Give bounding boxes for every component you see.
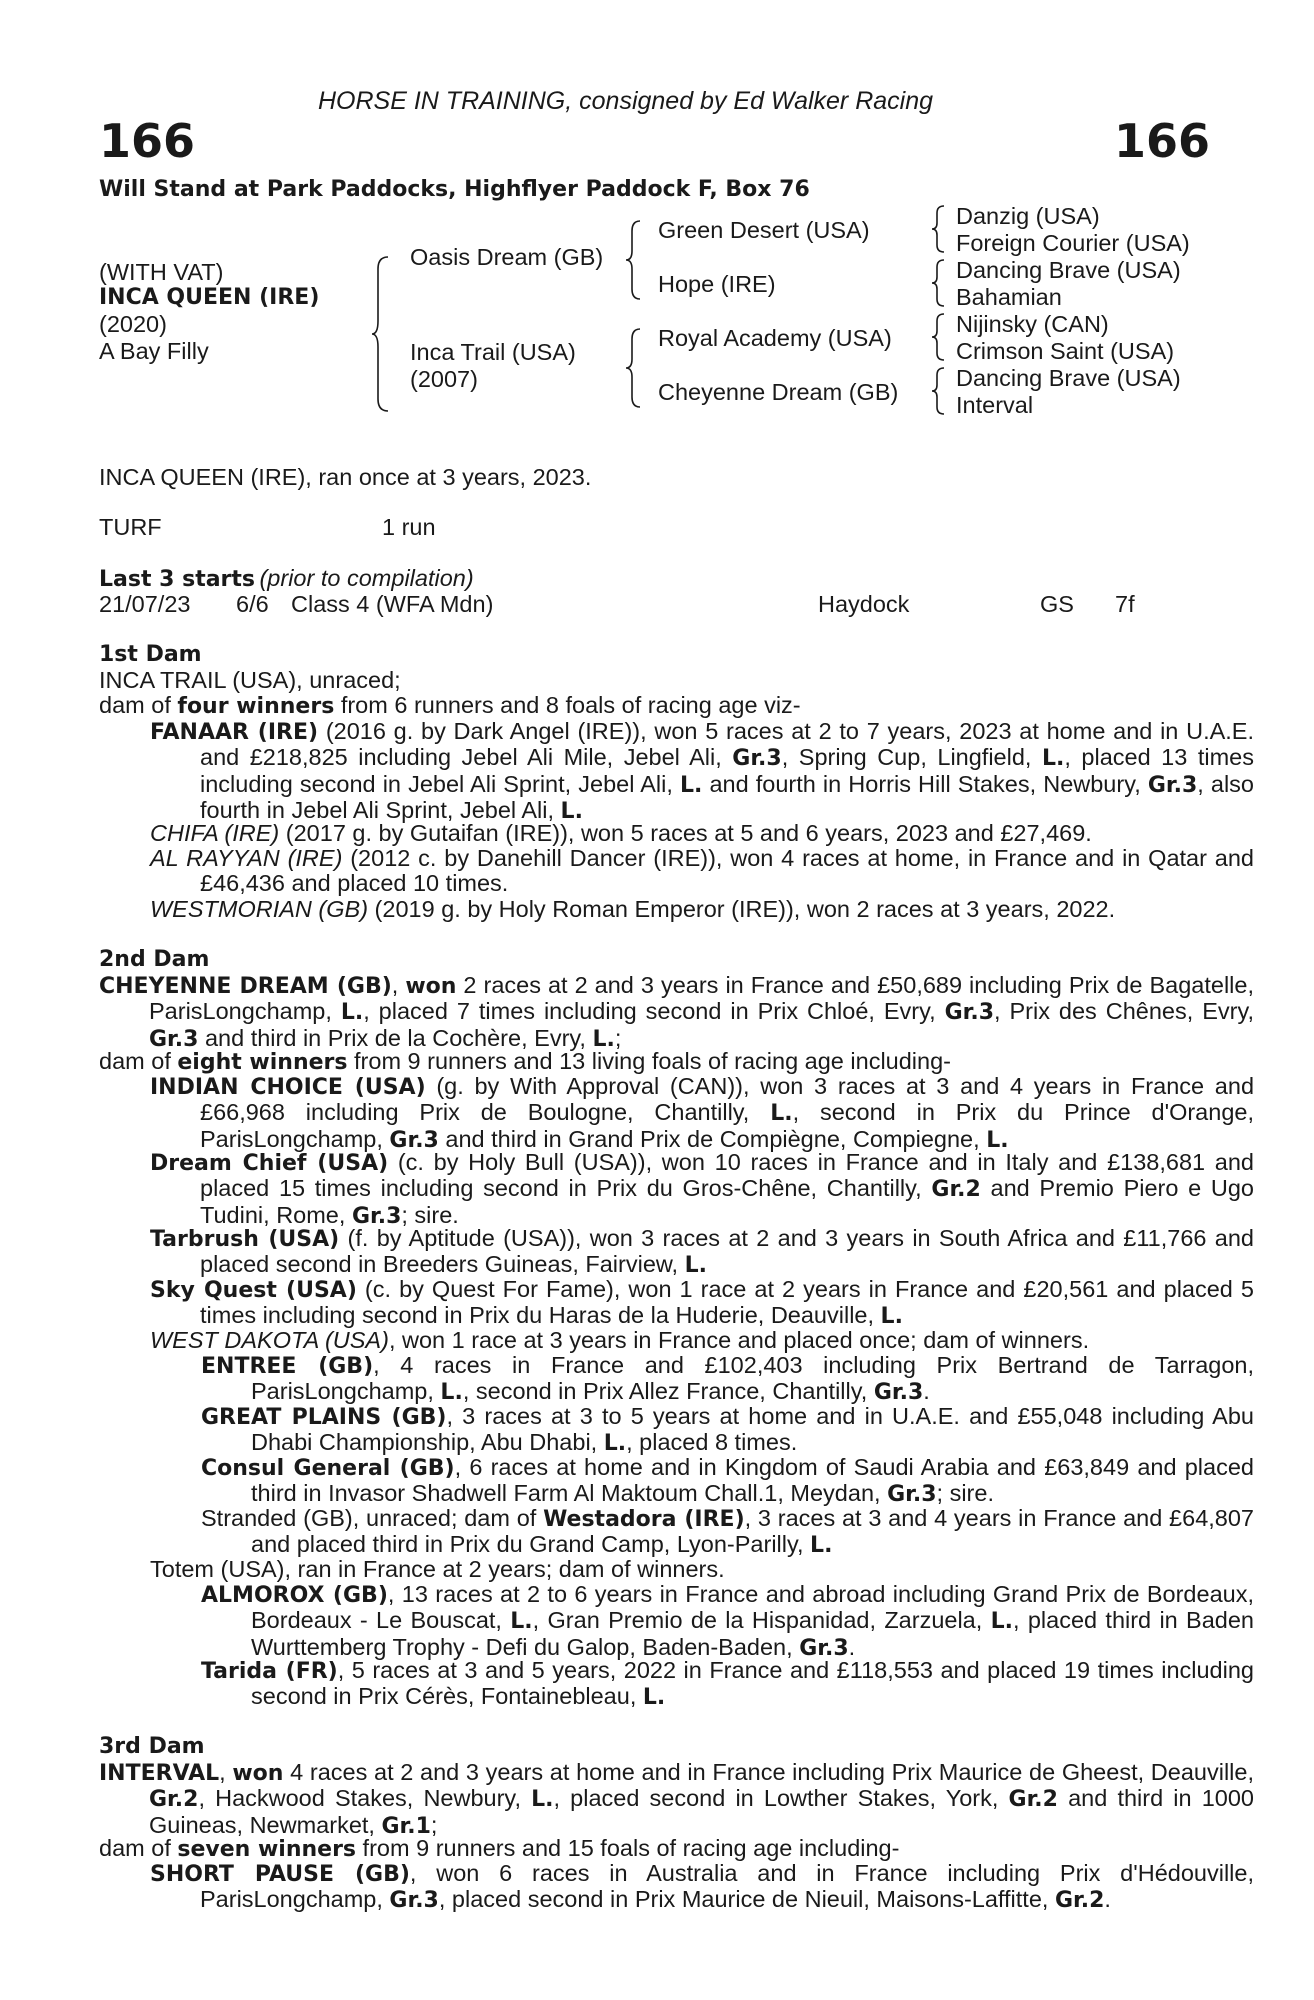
pedigree-brace-g4 xyxy=(930,366,948,416)
first-dam-line: INCA TRAIL (USA), unraced; xyxy=(99,667,401,693)
pedigree-gg-3: Dancing Brave (USA) xyxy=(956,257,1181,283)
second-dam-produce-summary: dam of eight winners from 9 runners and 13 living foals of racing age including- xyxy=(99,1048,951,1075)
progeny-almorox: ALMOROX (GB), 13 races at 2 to 6 years in France and abroad including Grand Prix de Bordeaux, Bordeaux - Le Bouscat, L., Gran Premio de la Hispanidad, Zarzuela, L., placed third in Baden Wurttemberg Trophy - Defi du Galop, Baden-Baden, Gr.3. xyxy=(201,1581,1255,1661)
third-dam-heading: 3rd Dam xyxy=(99,1734,205,1759)
pedigree-sire-sire: Green Desert (USA) xyxy=(658,217,870,243)
pedigree-brace-g2 xyxy=(930,258,948,308)
progeny-sky-quest: Sky Quest (USA) (c. by Quest For Fame), won 1 race at 2 years in France and £20,561 and placed 5 times including second in Prix du Haras de la Huderie, Deauville, L. xyxy=(150,1276,1254,1330)
horse-description: A Bay Filly xyxy=(99,338,209,364)
second-dam-record: CHEYENNE DREAM (GB), won 2 races at 2 and 3 years in France and £50,689 including Prix de Bagatelle, ParisLongchamp, L., placed 7 times including second in Prix Chloé, Evry, Gr.3, Prix des Chênes, Evry, Gr.3 and third in Prix de la Cochère, Evry, L.; xyxy=(99,972,1254,1052)
progeny-dream-chief: Dream Chief (USA) (c. by Holy Bull (USA)), won 10 races in France and in Italy and £138,681 and placed 15 times including second in Prix du Gros-Chêne, Chantilly, Gr.2 and Premio Piero e Ugo Tudini, Rome, Gr.3; sire. xyxy=(150,1149,1254,1229)
progeny-west-dakota: WEST DAKOTA (USA), won 1 race at 3 years in France and placed once; dam of winners. xyxy=(150,1327,1090,1353)
progeny-entree: ENTREE (GB), 4 races in France and £102,403 including Prix Bertrand de Tarragon, ParisLongchamp, L., second in Prix Allez France, Chantilly, Gr.3. xyxy=(201,1352,1254,1406)
progeny-tarbrush: Tarbrush (USA) (f. by Aptitude (USA)), won 3 races at 2 and 3 years in South Africa and £11,766 and placed second in Breeders Guineas, Fairview, L. xyxy=(150,1225,1255,1279)
pedigree-dam-dam: Cheyenne Dream (GB) xyxy=(658,379,899,405)
pedigree-gg-8: Interval xyxy=(956,392,1034,418)
progeny-stranded: Stranded (GB), unraced; dam of Westadora (IRE), 3 races at 3 and 4 years in France and £64,807 and placed third in Prix du Grand Camp, Lyon-Parilly, L. xyxy=(201,1505,1254,1559)
start-course: Haydock xyxy=(818,591,910,617)
progeny-indian-choice: INDIAN CHOICE (USA) (g. by With Approval (CAN)), won 3 races at 3 and 4 years in France and £66,968 including Prix de Boulogne, Chantilly, L., second in Prix du Prince d'Orange, ParisLongchamp, Gr.3 and third in Grand Prix de Compiègne, Compiegne, L. xyxy=(150,1073,1255,1153)
pedigree-sire: Oasis Dream (GB) xyxy=(410,244,604,270)
stand-location: Will Stand at Park Paddocks, Highflyer Paddock F, Box 76 xyxy=(99,177,810,202)
first-dam-produce-summary: dam of four winners from 6 runners and 8 foals of racing age viz- xyxy=(99,692,801,719)
pedigree-dam-sire: Royal Academy (USA) xyxy=(658,325,892,351)
horse-year: (2020) xyxy=(99,311,167,337)
lot-number-right: 166 xyxy=(1114,114,1211,168)
progeny-al-rayyan: AL RAYYAN (IRE) (2012 c. by Danehill Dancer (IRE)), won 4 races at home, in France and in Qatar and £46,436 and placed 10 times. xyxy=(150,845,1254,897)
lot-number-left: 166 xyxy=(99,114,196,168)
progeny-totem: Totem (USA), ran in France at 2 years; dam of winners. xyxy=(150,1556,725,1582)
runs-count: 1 run xyxy=(382,514,436,540)
pedigree-brace-main xyxy=(370,255,392,413)
racing-summary: INCA QUEEN (IRE), ran once at 3 years, 2023. xyxy=(99,464,592,490)
start-race: Class 4 (WFA Mdn) xyxy=(291,591,494,617)
second-dam-heading: 2nd Dam xyxy=(99,947,210,972)
page-header-title: HORSE IN TRAINING, consigned by Ed Walker Racing xyxy=(318,87,934,115)
pedigree-gg-5: Nijinsky (CAN) xyxy=(956,311,1109,337)
pedigree-brace-g3 xyxy=(930,312,948,362)
third-dam-record: INTERVAL, won 4 races at 2 and 3 years at home and in France including Prix Maurice de Gheest, Deauville, Gr.2, Hackwood Stakes, Newbury, L., placed second in Lowther Stakes, York, Gr.2 and third in 1000 Guineas, Newmarket, Gr.1; xyxy=(99,1759,1254,1839)
start-going: GS xyxy=(1040,591,1074,617)
pedigree-gg-6: Crimson Saint (USA) xyxy=(956,338,1175,364)
pedigree-brace-g1 xyxy=(930,204,948,254)
pedigree-brace-dam xyxy=(624,327,644,409)
pedigree-dam: Inca Trail (USA) xyxy=(410,339,576,365)
pedigree-gg-1: Danzig (USA) xyxy=(956,203,1100,229)
pedigree-sire-dam: Hope (IRE) xyxy=(658,271,776,297)
pedigree-gg-2: Foreign Courier (USA) xyxy=(956,230,1190,256)
progeny-short-pause: SHORT PAUSE (GB), won 6 races in Australia and in France including Prix d'Hédouville, ParisLongchamp, Gr.3, placed second in Prix Maurice de Nieuil, Maisons-Laffitte, Gr.2. xyxy=(150,1860,1254,1914)
first-dam-heading: 1st Dam xyxy=(99,642,202,667)
start-position: 6/6 xyxy=(236,591,269,617)
pedigree-brace-sire xyxy=(624,219,644,301)
horse-name: INCA QUEEN (IRE) xyxy=(99,285,320,310)
third-dam-produce-summary: dam of seven winners from 9 runners and 15 foals of racing age including- xyxy=(99,1835,900,1862)
start-date: 21/07/23 xyxy=(99,591,191,617)
progeny-chifa: CHIFA (IRE) (2017 g. by Gutaifan (IRE)), won 5 races at 5 and 6 years, 2023 and £27,469. xyxy=(150,820,1092,846)
progeny-great-plains: GREAT PLAINS (GB), 3 races at 3 to 5 years at home and in U.A.E. and £55,048 including Abu Dhabi Championship, Abu Dhabi, L., placed 8 times. xyxy=(201,1403,1254,1457)
last-starts-note: (prior to compilation) xyxy=(259,565,474,591)
vat-label: (WITH VAT) xyxy=(99,259,224,285)
start-distance: 7f xyxy=(1115,591,1135,617)
progeny-tarida: Tarida (FR), 5 races at 3 and 5 years, 2022 in France and £118,553 and placed 19 times including second in Prix Cérès, Fontainebleau, L. xyxy=(201,1657,1254,1711)
progeny-consul-general: Consul General (GB), 6 races at home and in Kingdom of Saudi Arabia and £63,849 and placed third in Invasor Shadwell Farm Al Maktoum Chall.1, Meydan, Gr.3; sire. xyxy=(201,1454,1254,1508)
surface-label: TURF xyxy=(99,514,162,540)
last-starts-title: Last 3 starts xyxy=(99,567,256,592)
progeny-fanaar: FANAAR (IRE) (2016 g. by Dark Angel (IRE)), won 5 races at 2 to 7 years, 2023 at home and in U.A.E. and £218,825 including Jebel Ali Mile, Jebel Ali, Gr.3, Spring Cup, Lingfield, L., placed 13 times including second in Jebel Ali Sprint, Jebel Ali, L. and fourth in Horris Hill Stakes, Newbury, Gr.3, also fourth in Jebel Ali Sprint, Jebel Ali, L. xyxy=(150,718,1255,825)
pedigree-dam-year: (2007) xyxy=(410,366,478,392)
pedigree-gg-7: Dancing Brave (USA) xyxy=(956,365,1181,391)
pedigree-gg-4: Bahamian xyxy=(956,284,1062,310)
progeny-westmorian: WESTMORIAN (GB) (2019 g. by Holy Roman Emperor (IRE)), won 2 races at 3 years, 2022. xyxy=(150,896,1116,922)
